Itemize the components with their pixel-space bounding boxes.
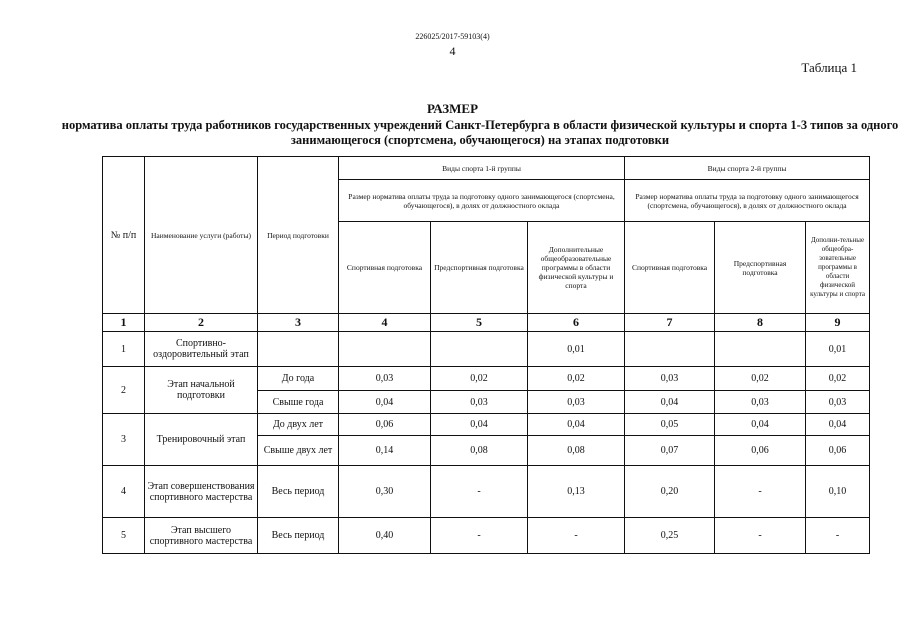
cell-value: 0,13 (528, 466, 625, 518)
cell-value: 0,01 (806, 332, 870, 367)
cell-value: 0,30 (339, 466, 431, 518)
table-row (103, 466, 870, 518)
cell-value: 0,03 (431, 391, 528, 414)
cell-value: 0,04 (528, 414, 625, 436)
norm-table (102, 156, 870, 554)
page-number: 4 (449, 44, 456, 58)
document-title: РАЗМЕР (426, 101, 479, 116)
cell-value: 0,02 (528, 367, 625, 391)
cell-value: - (431, 466, 528, 518)
col-number: 6 (528, 314, 625, 332)
header-group2-size: Размер норматива оплаты труда за подготовку одного занимающегося (спортсмена, обучающегося), в долях от должностного оклада (625, 180, 870, 222)
table-row (103, 518, 870, 554)
cell-value: 0,03 (715, 391, 806, 414)
cell-value: - (715, 466, 806, 518)
cell-value: 0,01 (528, 332, 625, 367)
header-group2: Виды спорта 2-й группы (625, 157, 870, 180)
col-number: 2 (145, 314, 258, 332)
cell-value: 0,04 (339, 391, 431, 414)
row-period: Свыше двух лет (258, 436, 339, 466)
row-period: До двух лет (258, 414, 339, 436)
row-service: Этап совершенствования спортивного мастерства (145, 466, 258, 518)
cell-value: 0,14 (339, 436, 431, 466)
cell-value: - (528, 518, 625, 554)
header-g2-sport: Спортивная подготовка (625, 222, 715, 314)
cell-value: 0,06 (806, 436, 870, 466)
header-g1-add: Дополнительные общеобразовательные программы в области физической культуры и спорта (528, 222, 625, 314)
cell-value: 0,03 (339, 367, 431, 391)
row-period: Свыше года (258, 391, 339, 414)
col-number: 7 (625, 314, 715, 332)
row-service: Этап высшего спортивного мастерства (145, 518, 258, 554)
row-num: 4 (103, 466, 145, 518)
cell-value (715, 332, 806, 367)
col-number: 3 (258, 314, 339, 332)
cell-value: 0,07 (625, 436, 715, 466)
cell-value: 0,06 (339, 414, 431, 436)
cell-value: 0,02 (431, 367, 528, 391)
row-service: Спортивно-оздоровительный этап (145, 332, 258, 367)
cell-value: 0,20 (625, 466, 715, 518)
table-row (103, 414, 870, 436)
cell-value: - (431, 518, 528, 554)
cell-value: - (806, 518, 870, 554)
col-number: 5 (431, 314, 528, 332)
cell-value: 0,08 (431, 436, 528, 466)
header-period: Период подготовки (258, 157, 339, 314)
table-row (103, 332, 870, 367)
row-num: 1 (103, 332, 145, 367)
header-g2-add: Дополни-тельные общеобра-зовательные программы в области физической культуры и спорта (806, 222, 870, 314)
col-number: 4 (339, 314, 431, 332)
cell-value: 0,02 (806, 367, 870, 391)
cell-value: 0,03 (625, 367, 715, 391)
table-row (103, 367, 870, 391)
row-num: 2 (103, 367, 145, 414)
header-num: № п/п (103, 157, 145, 314)
cell-value: 0,40 (339, 518, 431, 554)
col-number: 1 (103, 314, 145, 332)
cell-value: 0,25 (625, 518, 715, 554)
document-number: 226025/2017-59103(4) (415, 32, 490, 41)
cell-value: 0,10 (806, 466, 870, 518)
header-g2-pre: Предспортивная подготовка (715, 222, 806, 314)
document-subtitle: норматива оплаты труда работников государственных учреждений Санкт-Петербурга в области физической культуры и спорта 1-3 типов за одного занимающегося (спортсмена, обучающегося) на этапах подготовки (61, 118, 899, 147)
col-number: 8 (715, 314, 806, 332)
header-group1-size: Размер норматива оплаты труда за подготовку одного занимающегося (спортсмена, обучающегося), в долях от должностного оклада (339, 180, 625, 222)
row-service: Тренировочный этап (145, 414, 258, 466)
col-number: 9 (806, 314, 870, 332)
cell-value: 0,06 (715, 436, 806, 466)
row-period (258, 332, 339, 367)
column-numbers-row (103, 314, 870, 332)
cell-value (339, 332, 431, 367)
row-period: Весь период (258, 518, 339, 554)
header-group1: Виды спорта 1-й группы (339, 157, 625, 180)
row-num: 3 (103, 414, 145, 466)
cell-value: 0,03 (806, 391, 870, 414)
cell-value: 0,04 (715, 414, 806, 436)
row-period: Весь период (258, 466, 339, 518)
table-label: Таблица 1 (801, 60, 857, 75)
cell-value: 0,02 (715, 367, 806, 391)
cell-value: 0,04 (431, 414, 528, 436)
cell-value (431, 332, 528, 367)
cell-value: 0,03 (528, 391, 625, 414)
cell-value: 0,05 (625, 414, 715, 436)
cell-value (625, 332, 715, 367)
cell-value: 0,04 (625, 391, 715, 414)
row-period: До года (258, 367, 339, 391)
header-g1-pre: Предспортивная подготовка (431, 222, 528, 314)
header-g1-sport: Спортивная подготовка (339, 222, 431, 314)
header-service: Наименование услуги (работы) (145, 157, 258, 314)
cell-value: 0,04 (806, 414, 870, 436)
row-service: Этап начальной подготовки (145, 367, 258, 414)
cell-value: - (715, 518, 806, 554)
row-num: 5 (103, 518, 145, 554)
cell-value: 0,08 (528, 436, 625, 466)
